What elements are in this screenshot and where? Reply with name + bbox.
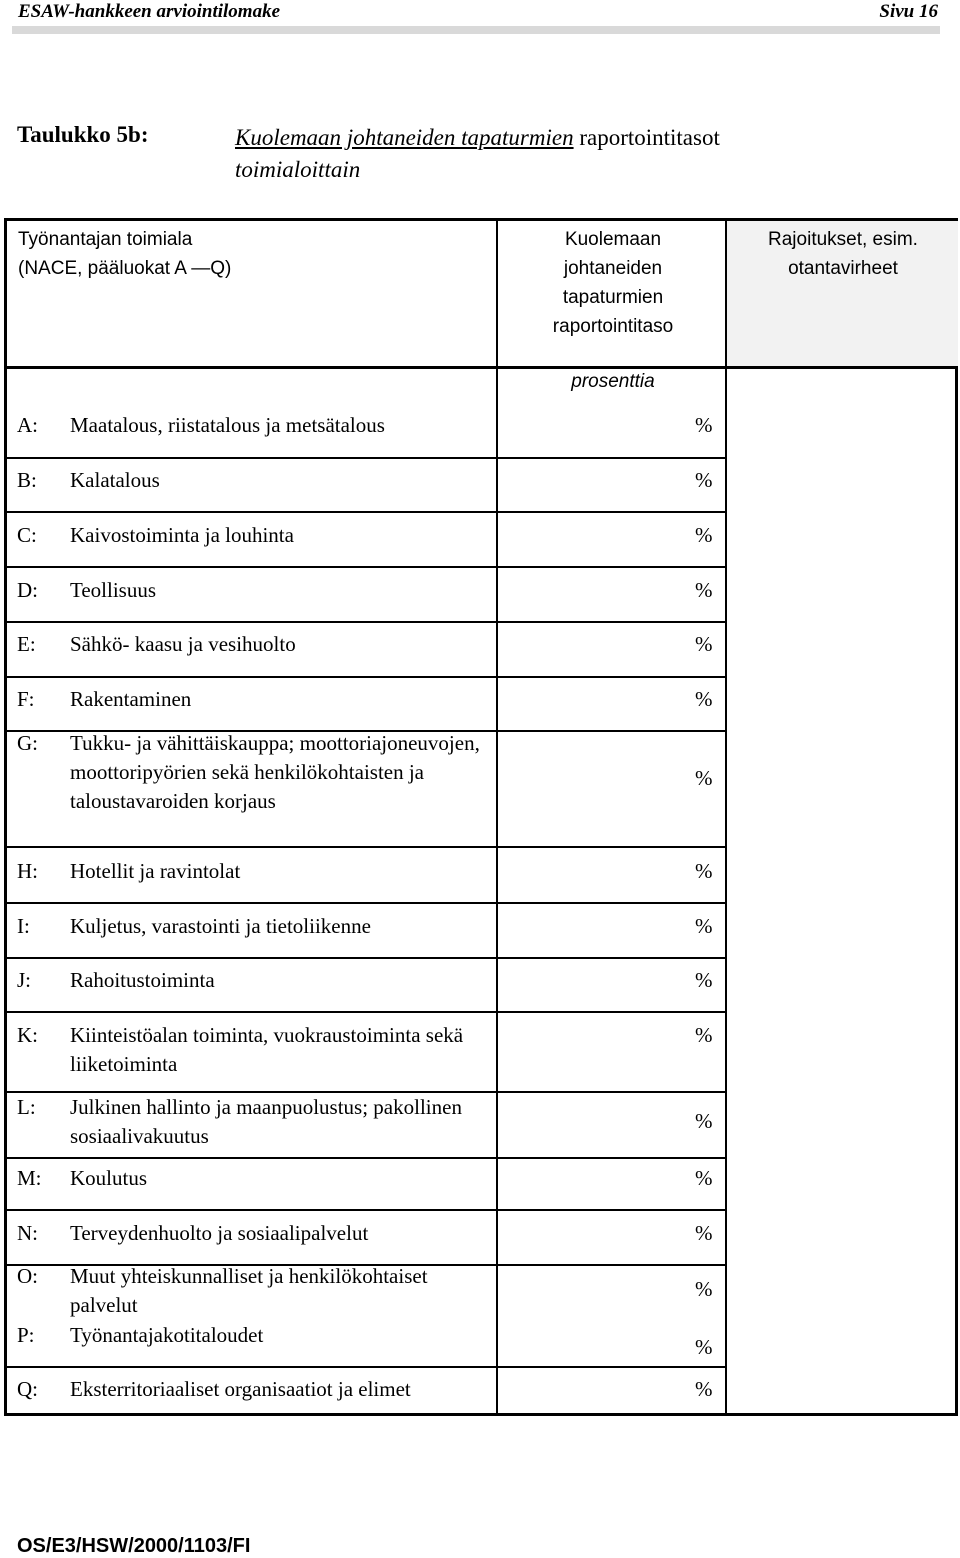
- col-header-limitations: [728, 225, 958, 283]
- industry-name: Kiinteistöalan toiminta, vuokraustoiminta sekä liiketoiminta: [70, 1023, 464, 1076]
- industry-name: Koulutus: [70, 1166, 148, 1190]
- unit-label: prosenttia: [571, 371, 655, 392]
- col-header-line: tapaturmien: [562, 287, 664, 308]
- industry-code: E:: [17, 632, 36, 656]
- industry-code: C:: [17, 523, 37, 547]
- industry-name: Maatalous, riistatalous ja metsätalous: [70, 413, 385, 437]
- col-header-line: Kuolemaan: [564, 229, 662, 250]
- page-header: [12, 0, 940, 32]
- percent-value: %: [695, 1335, 713, 1359]
- industry-name: Terveydenhuolto ja sosiaalipalvelut: [70, 1221, 369, 1245]
- industry-code: O:: [17, 1264, 38, 1288]
- col-header-line: (NACE, pääluokat A —Q): [18, 258, 232, 279]
- row-divider: [7, 621, 725, 623]
- industry-code: D:: [17, 578, 38, 602]
- row-divider: [7, 1366, 725, 1368]
- industry-code: J:: [17, 968, 32, 992]
- title-emphasis: Kuolemaan johtaneiden tapaturmien: [235, 125, 574, 150]
- percent-value: %: [695, 1277, 713, 1301]
- table-title: [235, 122, 935, 186]
- industry-code: H:: [17, 859, 38, 883]
- row-divider: [7, 1209, 725, 1211]
- percent-value: %: [695, 1109, 713, 1133]
- percent-value: %: [695, 1023, 713, 1047]
- column-divider: [496, 221, 498, 1413]
- col-header-level: [499, 225, 727, 341]
- percent-value: %: [695, 1221, 713, 1245]
- industry-name: Työnantajakotitaloudet: [70, 1323, 264, 1347]
- industry-code: F:: [17, 687, 35, 711]
- header-rule: [12, 26, 940, 34]
- industry-code: Q:: [17, 1377, 38, 1401]
- percent-value: %: [695, 914, 713, 938]
- industry-name: Muut yhteiskunnalliset ja henkilökohtaiset palvelut: [70, 1264, 428, 1317]
- reporting-table: [4, 218, 958, 1416]
- industry-code: I:: [17, 914, 30, 938]
- col-header-line: johtaneiden: [563, 258, 663, 279]
- header-divider: [7, 366, 958, 369]
- percent-value: %: [695, 687, 713, 711]
- percent-value: %: [695, 413, 713, 437]
- row-divider: [7, 511, 725, 513]
- col-header-line: Rajoitukset, esim.: [768, 229, 918, 250]
- col-header-line: Työnantajan toimiala: [18, 229, 193, 250]
- industry-name: Hotellit ja ravintolat: [70, 859, 241, 883]
- industry-name: Kaivostoiminta ja louhinta: [70, 523, 294, 547]
- row-divider: [7, 457, 725, 459]
- col-header-industry: [18, 225, 488, 283]
- industry-code: A:: [17, 413, 38, 437]
- row-divider: [7, 566, 725, 568]
- document-reference: OS/E3/HSW/2000/1103/FI: [17, 1535, 251, 1557]
- percent-value: %: [695, 968, 713, 992]
- industry-code: P:: [17, 1323, 35, 1347]
- col-header-line: raportointitaso: [552, 316, 674, 337]
- industry-code: M:: [17, 1166, 42, 1190]
- industry-name: Teollisuus: [70, 578, 157, 602]
- page-number: Sivu 16: [879, 1, 938, 22]
- industry-name: Rakentaminen: [70, 687, 192, 711]
- table-label: Taulukko 5b:: [17, 122, 149, 147]
- percent-value: %: [695, 1166, 713, 1190]
- row-divider: [7, 846, 725, 848]
- industry-code: G:: [17, 731, 38, 755]
- industry-code: K:: [17, 1023, 38, 1047]
- industry-name: Kuljetus, varastointi ja tietoliikenne: [70, 914, 371, 938]
- percent-value: %: [695, 468, 713, 492]
- percent-value: %: [695, 859, 713, 883]
- industry-name: Tukku- ja vähittäiskauppa; moottoriajoneuvojen, moottoripyörien sekä henkilökohtaisten ja taloustavaroiden korjaus: [70, 731, 480, 813]
- industry-code: N:: [17, 1221, 38, 1245]
- industry-name: Sähkö- kaasu ja vesihuolto: [70, 632, 296, 656]
- industry-code: L:: [17, 1095, 36, 1119]
- column-divider: [725, 221, 727, 1413]
- row-divider: [7, 902, 725, 904]
- row-divider: [7, 1011, 725, 1013]
- row-divider: [7, 957, 725, 959]
- row-divider: [7, 676, 725, 678]
- document-title: ESAW-hankkeen arviointilomake: [18, 1, 281, 22]
- col-header-line: otantavirheet: [788, 258, 898, 279]
- percent-value: %: [695, 523, 713, 547]
- industry-name: Rahoitustoiminta: [70, 968, 215, 992]
- percent-value: %: [695, 578, 713, 602]
- industry-name: Eksterritoriaaliset organisaatiot ja elimet: [70, 1377, 411, 1401]
- percent-value: %: [695, 766, 713, 790]
- percent-value: %: [695, 632, 713, 656]
- percent-value: %: [695, 1377, 713, 1401]
- title-line2: toimialoittain: [235, 157, 361, 182]
- title-rest: raportointitasot: [573, 125, 720, 150]
- industry-code: B:: [17, 468, 37, 492]
- industry-name: Kalatalous: [70, 468, 160, 492]
- row-divider: [7, 1157, 725, 1159]
- industry-name: Julkinen hallinto ja maanpuolustus; pakollinen sosiaalivakuutus: [70, 1095, 462, 1148]
